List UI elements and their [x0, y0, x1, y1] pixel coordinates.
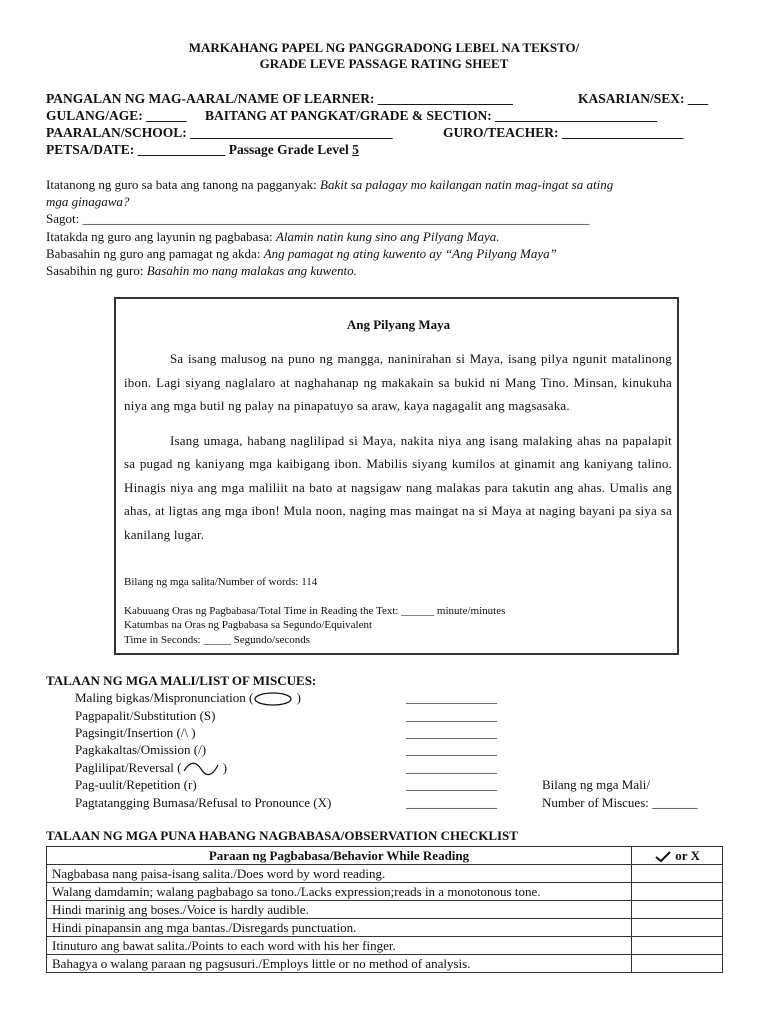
mark-cell[interactable] — [632, 901, 723, 919]
miscue-count-blank[interactable]: ______________ — [406, 760, 497, 775]
say-prefix: Sasabihin ng guro: — [46, 263, 147, 278]
word-count: Bilang ng mga salita/Number of words: 114 — [124, 576, 318, 588]
behavior-cell: Bahagya o walang paraan ng pagsusuri./Employs little or no method of analysis. — [47, 955, 632, 973]
reading-goal — [46, 229, 499, 245]
school-field[interactable]: PAARALAN/SCHOOL: ______________________________ — [46, 125, 393, 140]
motivation-text-1: Bakit sa palagay mo kailangan natin mag-ingat sa ating — [320, 177, 614, 192]
mark-cell[interactable] — [632, 865, 723, 883]
behavior-cell: Nagbabasa nang paisa-isang salita./Does word by word reading. — [47, 865, 632, 883]
teacher-instruction — [46, 263, 357, 279]
table-row — [47, 937, 723, 955]
motivation-question — [46, 177, 613, 193]
miscue-reversal — [75, 760, 227, 777]
miscue-substitution: Pagpapalit/Substitution (S) — [75, 708, 216, 723]
mark-column-header — [632, 847, 723, 865]
behavior-cell: Itinuturo ang bawat salita./Points to each word with his her finger. — [47, 937, 632, 955]
miscue-label: Maling bigkas/Mispronunciation ( — [75, 690, 254, 705]
total-reading-time[interactable]: Kabuuang Oras ng Pagbabasa/Total Time in Reading the Text: ______ minute/minutes — [124, 605, 506, 617]
miscue-omission: Pagkakaltas/Omission (/) — [75, 742, 207, 757]
behavior-cell: Hindi pinapansin ang mga bantas./Disregards punctuation. — [47, 919, 632, 937]
mark-cell[interactable] — [632, 883, 723, 901]
miscue-insertion: Pagsingit/Insertion (/\ ) — [75, 725, 196, 740]
miscue-mispronunciation — [75, 690, 301, 707]
story-title-instruction — [46, 246, 557, 262]
motivation-prefix: Itatanong ng guro sa bata ang tanong na pagganyak: — [46, 177, 320, 192]
checkmark-icon — [654, 851, 672, 863]
miscue-count-blank[interactable]: ______________ — [406, 708, 497, 723]
title-prefix: Babasahin ng guro ang pamagat ng akda: — [46, 246, 264, 261]
page-title-line-1: MARKAHANG PAPEL NG PANGGRADONG LEBEL NA TEKSTO/ — [188, 40, 580, 55]
grade-section-field[interactable]: BAITANG AT PANGKAT/GRADE & SECTION: ________________________ — [205, 108, 658, 123]
miscue-refusal: Pagtatangging Bumasa/Refusal to Pronounce (X) — [75, 795, 332, 810]
age-field[interactable]: GULANG/AGE: ______ — [46, 108, 187, 123]
passage-grade-label: Passage Grade Level — [228, 142, 349, 157]
miscue-total-field[interactable]: Number of Miscues: _______ — [542, 795, 698, 810]
miscue-label-end: ) — [219, 760, 228, 775]
table-row — [47, 901, 723, 919]
miscue-repetition: Pag-uulit/Repetition (r) — [75, 777, 197, 792]
mark-cell[interactable] — [632, 919, 723, 937]
observation-checklist-table — [46, 846, 723, 973]
mark-cell[interactable] — [632, 937, 723, 955]
mark-cell[interactable] — [632, 955, 723, 973]
miscue-total-label: Bilang ng mga Mali/ — [542, 777, 650, 792]
oval-icon — [253, 691, 293, 707]
say-text: Basahin mo nang malakas ang kuwento. — [146, 263, 357, 278]
time-in-seconds[interactable]: Time in Seconds: _____ Segundo/seconds — [124, 634, 310, 646]
miscue-count-blank[interactable]: ______________ — [406, 742, 497, 757]
teacher-field[interactable]: GURO/TEACHER: __________________ — [443, 125, 684, 140]
table-row — [47, 919, 723, 937]
story-title: Ang Pilyang Maya — [346, 317, 451, 332]
miscues-heading: TALAAN NG MGA MALI/LIST OF MISCUES: — [46, 673, 317, 688]
behavior-cell: Hindi marinig ang boses./Voice is hardly audible. — [47, 901, 632, 919]
sex-field[interactable]: KASARIAN/SEX: ___ — [578, 91, 709, 106]
page-title-line-2: GRADE LEVE PASSAGE RATING SHEET — [259, 56, 509, 71]
date-label: PETSA/DATE: _____________ — [46, 142, 226, 157]
date-field[interactable] — [46, 142, 359, 158]
goal-prefix: Itatakda ng guro ang layunin ng pagbabasa: — [46, 229, 276, 244]
table-header-row — [47, 847, 723, 865]
miscue-count-blank[interactable]: ______________ — [406, 795, 497, 810]
story-text — [124, 347, 672, 557]
miscue-count-blank[interactable]: ______________ — [406, 777, 497, 792]
story-box — [114, 297, 679, 655]
answer-field[interactable]: Sagot: ______________________________________________________________________________ — [46, 211, 590, 226]
reversal-curve-icon — [182, 761, 220, 777]
goal-text: Alamin natin kung sino ang Pilyang Maya. — [275, 229, 500, 244]
passage-grade-value: 5 — [352, 142, 359, 157]
table-row — [47, 865, 723, 883]
title-text: Ang pamagat ng ating kuwento ay “Ang Pilyang Maya” — [263, 246, 557, 261]
mark-column-label: or X — [675, 847, 700, 863]
story-paragraph-2: Isang umaga, habang naglilipad si Maya, nakita niya ang isang malaking ahas na papalapit sa pugad ng kaniyang mga kaibigang ibon. Mabilis siyang kumilos at ginamit ang kaniyang talino. Hinagis niya ang mga maliliit na bato at nagsigaw nang malakas para takutin ang ahas. Umalis ang ahas, at ligtas ang mga ibon! Mula noon, naging mas maingat na si Maya at naging bayani pa siya sa kanilang lugar. — [124, 432, 672, 542]
table-row — [47, 883, 723, 901]
miscue-label: Paglilipat/Reversal ( — [75, 760, 182, 775]
miscue-count-blank[interactable]: ______________ — [406, 690, 497, 705]
miscue-count-blank[interactable]: ______________ — [406, 725, 497, 740]
behavior-cell: Walang damdamin; walang pagbabago sa tono./Lacks expression;reads in a monotonous tone. — [47, 883, 632, 901]
motivation-text-2: mga ginagawa? — [46, 194, 130, 209]
story-paragraph-1: Sa isang malusog na puno ng mangga, naninirahan si Maya, isang pilya ngunit matalinong ibon. Lagi siyang naglalaro at naghahanap ng makakain sa bukid ni Mang Tino. Minsan, kinukuha niya ang mga butil ng palay na pinapatuyo sa araw, kaya nagagalit ang magsasaka. — [124, 351, 672, 413]
table-row — [47, 955, 723, 973]
checklist-heading: TALAAN NG MGA PUNA HABANG NAGBABASA/OBSERVATION CHECKLIST — [46, 828, 518, 843]
miscue-label-end: ) — [293, 690, 301, 705]
learner-name-field[interactable]: PANGALAN NG MAG-AARAL/NAME OF LEARNER: ____________________ — [46, 91, 513, 106]
equivalent-time-label: Katumbas na Oras ng Pagbabasa sa Segundo/Equivalent — [124, 619, 373, 631]
behavior-column-header: Paraan ng Pagbabasa/Behavior While Reading — [47, 847, 632, 865]
